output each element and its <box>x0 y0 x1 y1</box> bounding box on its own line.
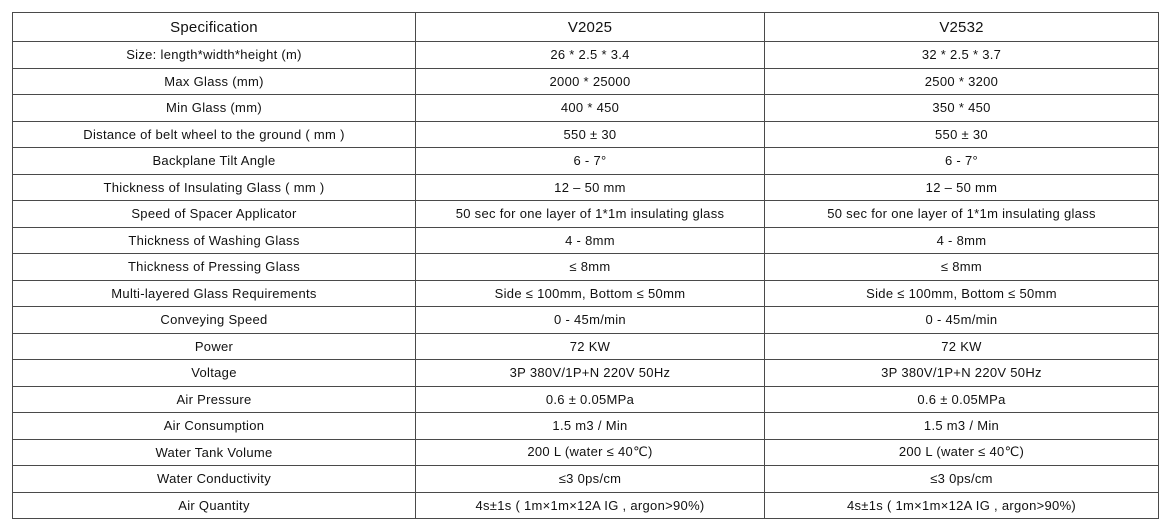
v2025-value-cell: 50 sec for one layer of 1*1m insulating glass <box>416 201 765 228</box>
v2025-value-cell: ≤3 0ps/cm <box>416 466 765 493</box>
v2025-value-cell: 6 - 7° <box>416 148 765 175</box>
spec-name-cell: Size: length*width*height (m) <box>13 42 416 69</box>
v2025-value-cell: 4s±1s ( 1m×1m×12A IG , argon>90%) <box>416 492 765 519</box>
v2532-value-cell: 0 - 45m/min <box>765 307 1159 334</box>
v2532-value-cell: 6 - 7° <box>765 148 1159 175</box>
v2025-value-cell: ≤ 8mm <box>416 254 765 281</box>
table-row <box>13 386 1159 413</box>
v2025-value-cell: 3P 380V/1P+N 220V 50Hz <box>416 360 765 387</box>
header-v2025: V2025 <box>416 13 765 42</box>
v2532-value-cell: 4 - 8mm <box>765 227 1159 254</box>
spec-name-cell: Conveying Speed <box>13 307 416 334</box>
spec-name-cell: Air Consumption <box>13 413 416 440</box>
table-row <box>13 121 1159 148</box>
v2025-value-cell: 72 KW <box>416 333 765 360</box>
v2532-value-cell: 1.5 m3 / Min <box>765 413 1159 440</box>
v2025-value-cell: Side ≤ 100mm, Bottom ≤ 50mm <box>416 280 765 307</box>
spec-table-container <box>12 12 1159 519</box>
table-row <box>13 148 1159 175</box>
spec-name-cell: Backplane Tilt Angle <box>13 148 416 175</box>
v2532-value-cell: 12 – 50 mm <box>765 174 1159 201</box>
table-row <box>13 466 1159 493</box>
spec-name-cell: Voltage <box>13 360 416 387</box>
v2532-value-cell: 4s±1s ( 1m×1m×12A IG , argon>90%) <box>765 492 1159 519</box>
header-v2532: V2532 <box>765 13 1159 42</box>
table-row <box>13 439 1159 466</box>
spec-name-cell: Air Quantity <box>13 492 416 519</box>
v2532-value-cell: 200 L (water ≤ 40℃) <box>765 439 1159 466</box>
v2532-value-cell: 2500 * 3200 <box>765 68 1159 95</box>
spec-name-cell: Distance of belt wheel to the ground ( mm ) <box>13 121 416 148</box>
v2532-value-cell: 3P 380V/1P+N 220V 50Hz <box>765 360 1159 387</box>
specification-table <box>12 12 1159 519</box>
table-row <box>13 68 1159 95</box>
v2025-value-cell: 1.5 m3 / Min <box>416 413 765 440</box>
v2025-value-cell: 0 - 45m/min <box>416 307 765 334</box>
table-row <box>13 333 1159 360</box>
v2532-value-cell: ≤3 0ps/cm <box>765 466 1159 493</box>
header-specification: Specification <box>13 13 416 42</box>
v2532-value-cell: 50 sec for one layer of 1*1m insulating glass <box>765 201 1159 228</box>
table-row <box>13 360 1159 387</box>
v2532-value-cell: 350 * 450 <box>765 95 1159 122</box>
spec-name-cell: Thickness of Insulating Glass ( mm ) <box>13 174 416 201</box>
spec-name-cell: Thickness of Washing Glass <box>13 227 416 254</box>
v2025-value-cell: 550 ± 30 <box>416 121 765 148</box>
spec-name-cell: Power <box>13 333 416 360</box>
spec-name-cell: Max Glass (mm) <box>13 68 416 95</box>
v2025-value-cell: 4 - 8mm <box>416 227 765 254</box>
spec-name-cell: Water Tank Volume <box>13 439 416 466</box>
table-row <box>13 307 1159 334</box>
table-row <box>13 95 1159 122</box>
header-row <box>13 13 1159 42</box>
table-row <box>13 492 1159 519</box>
v2025-value-cell: 200 L (water ≤ 40℃) <box>416 439 765 466</box>
spec-name-cell: Multi-layered Glass Requirements <box>13 280 416 307</box>
v2532-value-cell: 0.6 ± 0.05MPa <box>765 386 1159 413</box>
v2025-value-cell: 400 * 450 <box>416 95 765 122</box>
spec-name-cell: Thickness of Pressing Glass <box>13 254 416 281</box>
table-row <box>13 413 1159 440</box>
v2532-value-cell: 32 * 2.5 * 3.7 <box>765 42 1159 69</box>
v2025-value-cell: 0.6 ± 0.05MPa <box>416 386 765 413</box>
v2025-value-cell: 26 * 2.5 * 3.4 <box>416 42 765 69</box>
v2532-value-cell: 550 ± 30 <box>765 121 1159 148</box>
v2532-value-cell: 72 KW <box>765 333 1159 360</box>
spec-name-cell: Speed of Spacer Applicator <box>13 201 416 228</box>
table-row <box>13 174 1159 201</box>
v2532-value-cell: Side ≤ 100mm, Bottom ≤ 50mm <box>765 280 1159 307</box>
v2025-value-cell: 2000 * 25000 <box>416 68 765 95</box>
v2025-value-cell: 12 – 50 mm <box>416 174 765 201</box>
table-body <box>13 42 1159 519</box>
spec-name-cell: Air Pressure <box>13 386 416 413</box>
spec-name-cell: Min Glass (mm) <box>13 95 416 122</box>
table-row <box>13 280 1159 307</box>
table-row <box>13 42 1159 69</box>
table-row <box>13 254 1159 281</box>
table-header <box>13 13 1159 42</box>
table-row <box>13 201 1159 228</box>
spec-name-cell: Water Conductivity <box>13 466 416 493</box>
v2532-value-cell: ≤ 8mm <box>765 254 1159 281</box>
table-row <box>13 227 1159 254</box>
